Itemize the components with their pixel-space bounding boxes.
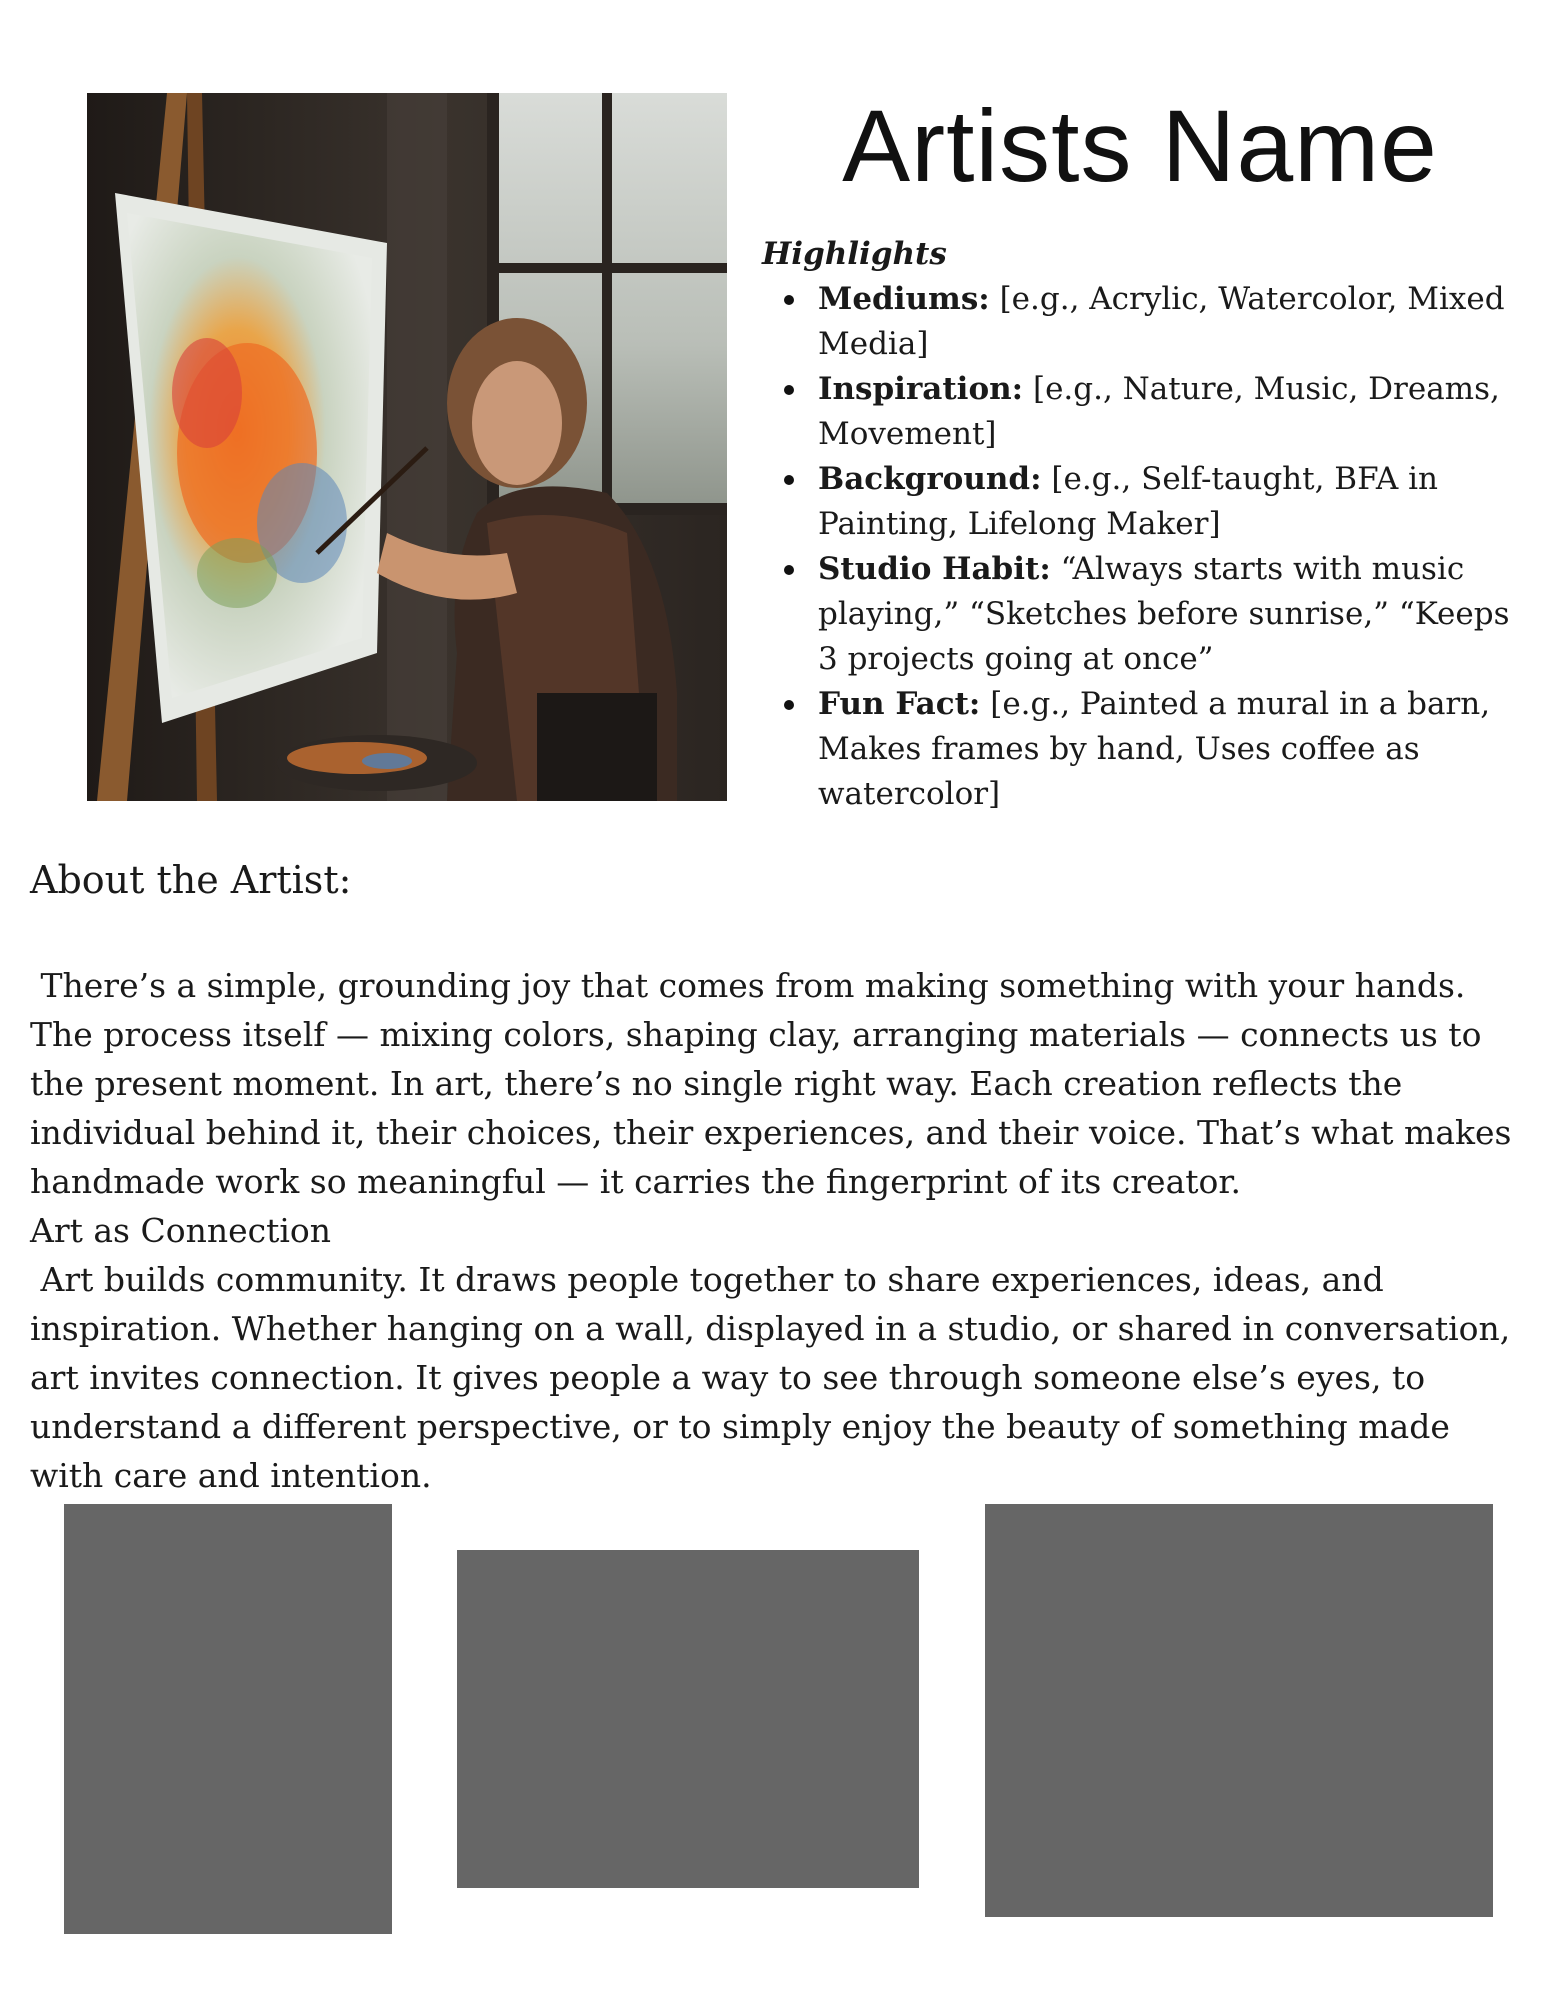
about-body: [30, 961, 1520, 1500]
image-placeholder-3: [985, 1504, 1493, 1917]
highlight-text: [e.g., Self-taught, BFA in Painting, Lifelong Maker]: [818, 461, 1439, 542]
highlight-label: Studio Habit:: [818, 551, 1051, 587]
highlights-section: [762, 232, 1522, 817]
highlight-item-background: [818, 457, 1522, 547]
highlight-text: [e.g., Acrylic, Watercolor, Mixed Media]: [818, 281, 1505, 362]
highlight-text: “Always starts with music playing,” “Sketches before sunrise,” “Keeps 3 projects going at once”: [818, 551, 1510, 677]
highlights-heading: Highlights: [762, 236, 947, 272]
highlights-list: [762, 277, 1522, 817]
highlight-item-inspiration: [818, 367, 1522, 457]
image-placeholder-1: [64, 1504, 392, 1934]
highlight-label: Mediums:: [818, 281, 990, 317]
connection-paragraph: Art builds community. It draws people together to share experiences, ideas, and inspiration. Whether hanging on a wall, displayed in a studio, or shared in conversation, art invites connection. It gives people a way to see through someone else’s eyes, to understand a different perspective, or to simply enjoy the beauty of something made with care and intention.: [30, 1260, 1521, 1495]
highlight-label: Inspiration:: [818, 371, 1024, 407]
highlight-text: [e.g., Nature, Music, Dreams, Movement]: [818, 371, 1500, 452]
about-heading: About the Artist:: [30, 858, 352, 902]
highlight-text: [e.g., Painted a mural in a barn, Makes frames by hand, Uses coffee as watercolor]: [818, 686, 1491, 812]
artist-painting-illustration: [87, 93, 727, 801]
highlight-item-studio-habit: [818, 547, 1522, 682]
highlight-label: Background:: [818, 461, 1042, 497]
highlight-item-mediums: [818, 277, 1522, 367]
image-placeholder-2: [457, 1550, 919, 1888]
artist-name-title: Artists Name: [842, 89, 1438, 203]
about-paragraph: There’s a simple, grounding joy that comes from making something with your hands. The process itself — mixing colors, shaping clay, arranging materials — connects us to the present moment. In art, there’s no single right way. Each creation reflects the individual behind it, their choices, their experiences, and their voice. That’s what makes handmade work so meaningful — it carries the fingerprint of its creator.: [30, 966, 1522, 1201]
highlight-label: Fun Fact:: [818, 686, 981, 722]
highlight-item-fun-fact: [818, 682, 1522, 817]
connection-subheading: Art as Connection: [30, 1211, 332, 1250]
artist-photo: [87, 93, 727, 801]
